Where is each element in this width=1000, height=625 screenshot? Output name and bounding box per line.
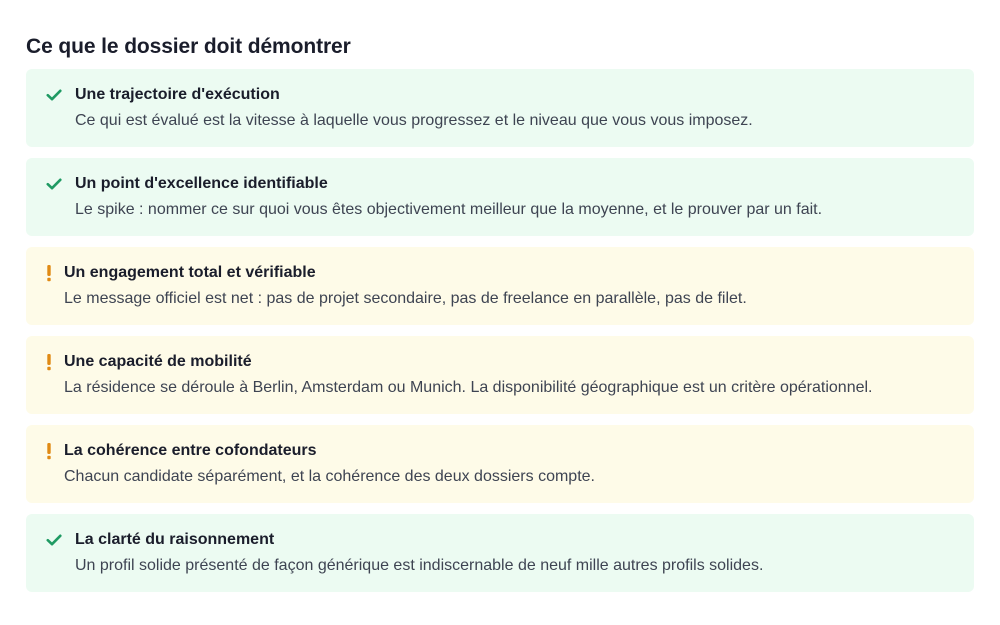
- criteria-item: [26, 247, 974, 325]
- criteria-description: Ce qui est évalué est la vitesse à laquelle vous progressez et le niveau que vous vous imposez.: [75, 112, 753, 129]
- criteria-title: Un engagement total et vérifiable: [64, 264, 316, 281]
- criteria-item: [26, 425, 974, 503]
- criteria-item: [26, 514, 974, 592]
- exclamation-icon: [46, 263, 52, 283]
- check-icon: [46, 174, 62, 194]
- check-icon: [46, 85, 62, 105]
- criteria-description: Chacun candidate séparément, et la cohérence des deux dossiers compte.: [64, 468, 595, 485]
- criteria-description: Le spike : nommer ce sur quoi vous êtes objectivement meilleur que la moyenne, et le prouver par un fait.: [75, 201, 823, 218]
- criteria-title: La cohérence entre cofondateurs: [64, 442, 317, 459]
- criteria-item: [26, 69, 974, 147]
- criteria-list: [26, 69, 974, 592]
- criteria-title: Une trajectoire d'exécution: [75, 86, 280, 103]
- criteria-text: [75, 85, 954, 131]
- criteria-text: [64, 441, 954, 487]
- criteria-item: [26, 158, 974, 236]
- check-icon: [46, 530, 62, 550]
- criteria-text: [75, 174, 954, 220]
- criteria-item: [26, 336, 974, 414]
- criteria-title: Un point d'excellence identifiable: [75, 175, 328, 192]
- criteria-title: La clarté du raisonnement: [75, 531, 275, 548]
- exclamation-icon: [46, 441, 52, 461]
- exclamation-icon: [46, 352, 52, 372]
- page-title: Ce que le dossier doit démontrer: [26, 35, 351, 58]
- criteria-description: Un profil solide présenté de façon générique est indiscernable de neuf mille autres profils solides.: [75, 557, 764, 574]
- criteria-description: Le message officiel est net : pas de projet secondaire, pas de freelance en parallèle, pas de filet.: [64, 290, 747, 307]
- criteria-title: Une capacité de mobilité: [64, 353, 252, 370]
- criteria-text: [64, 352, 954, 398]
- criteria-description: La résidence se déroule à Berlin, Amsterdam ou Munich. La disponibilité géographique est un critère opérationnel.: [64, 379, 873, 396]
- criteria-text: [64, 263, 954, 309]
- criteria-text: [75, 530, 954, 576]
